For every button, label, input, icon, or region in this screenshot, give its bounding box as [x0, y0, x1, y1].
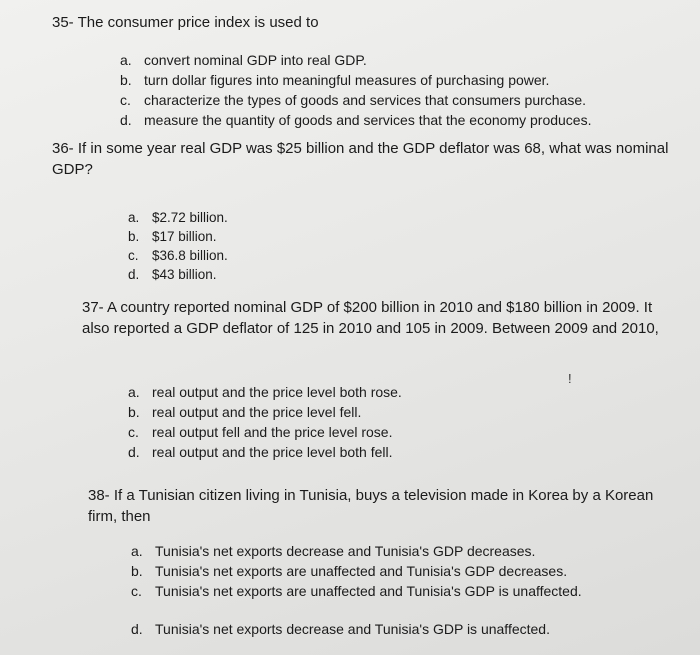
question-stem: The consumer price index is used to — [77, 14, 319, 31]
option-c — [120, 90, 592, 110]
question-number: 35- — [52, 14, 74, 31]
option-d — [120, 110, 592, 130]
option-c — [128, 422, 402, 442]
question-stem: If a Tunisian citizen living in Tunisia, buys a television made in Korea by a Korean firm, then — [88, 487, 654, 525]
option-letter: b. — [128, 229, 140, 244]
option-text: $43 billion. — [152, 267, 217, 282]
option-letter: d. — [128, 444, 140, 460]
question-37-options — [128, 382, 402, 462]
option-letter: a. — [128, 210, 140, 225]
option-letter: a. — [131, 543, 143, 559]
question-35-options — [120, 50, 592, 130]
question-36 — [52, 138, 672, 180]
option-text: Tunisia's net exports are unaffected and Tunisia's GDP is unaffected. — [155, 583, 582, 599]
option-text: $36.8 billion. — [152, 248, 228, 263]
option-c — [131, 581, 582, 601]
option-a — [120, 50, 592, 70]
option-letter: c. — [131, 583, 142, 599]
option-text: turn dollar figures into meaningful measures of purchasing power. — [144, 72, 550, 88]
option-text: characterize the types of goods and services that consumers purchase. — [144, 92, 587, 108]
option-b — [120, 70, 592, 90]
question-number: 36- — [52, 140, 74, 157]
question-37 — [82, 297, 677, 339]
question-stem: If in some year real GDP was $25 billion and the GDP deflator was 68, what was nominal GDP? — [52, 140, 669, 178]
option-c — [128, 246, 228, 265]
question-35 — [52, 12, 672, 33]
option-letter: d. — [128, 267, 140, 282]
option-d — [131, 619, 582, 639]
option-text: real output and the price level both fell. — [152, 444, 393, 460]
option-text: Tunisia's net exports are unaffected and Tunisia's GDP decreases. — [155, 563, 568, 579]
option-letter: a. — [120, 52, 132, 68]
option-letter: a. — [128, 384, 140, 400]
option-letter: c. — [120, 92, 131, 108]
question-number: 37- — [82, 299, 104, 316]
option-letter: c. — [128, 424, 139, 440]
option-letter: b. — [120, 72, 132, 88]
option-text: $2.72 billion. — [152, 210, 228, 225]
question-stem: A country reported nominal GDP of $200 billion in 2010 and $180 billion in 2009. It also reported a GDP deflator of 125 in 2010 and 105 in 2009. Between 2009 and 2010, — [82, 299, 659, 337]
option-text: convert nominal GDP into real GDP. — [144, 52, 367, 68]
option-text: Tunisia's net exports decrease and Tunisia's GDP decreases. — [155, 543, 536, 559]
question-36-options — [128, 208, 228, 284]
option-b — [131, 561, 582, 581]
option-a — [128, 382, 402, 402]
question-38-options — [131, 541, 582, 639]
option-a — [128, 208, 228, 227]
option-letter: c. — [128, 248, 139, 263]
stray-mark: ! — [568, 371, 572, 386]
option-text: $17 billion. — [152, 229, 217, 244]
option-text: Tunisia's net exports decrease and Tunisia's GDP is unaffected. — [155, 621, 550, 637]
option-letter: b. — [128, 404, 140, 420]
option-d — [128, 265, 228, 284]
option-text: real output and the price level both rose. — [152, 384, 402, 400]
option-text: measure the quantity of goods and services that the economy produces. — [144, 112, 592, 128]
option-letter: d. — [131, 621, 143, 637]
option-d — [128, 442, 402, 462]
option-text: real output and the price level fell. — [152, 404, 362, 420]
question-38 — [88, 485, 683, 527]
option-a — [131, 541, 582, 561]
option-b — [128, 227, 228, 246]
option-text: real output fell and the price level rose. — [152, 424, 393, 440]
option-b — [128, 402, 402, 422]
question-number: 38- — [88, 487, 110, 504]
option-letter: b. — [131, 563, 143, 579]
option-letter: d. — [120, 112, 132, 128]
